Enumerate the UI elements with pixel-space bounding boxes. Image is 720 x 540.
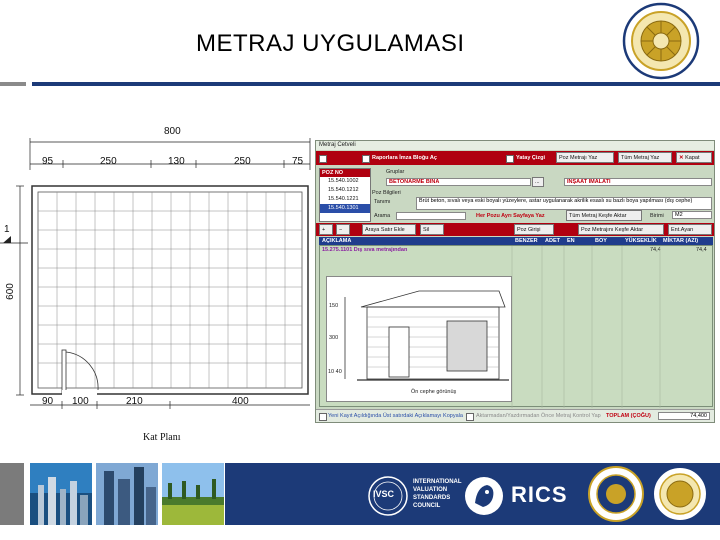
plan-caption: Kat Planı: [143, 432, 181, 443]
bottom-bar: [316, 409, 714, 422]
yatay-cizgi-checkbox[interactable]: [506, 155, 514, 163]
section-marker: 1: [4, 224, 10, 235]
ivsc-text: IVSC: [373, 489, 395, 499]
top-toolbar: [316, 151, 714, 165]
yeni-kayit-label: Yeni Kayıt Açıldığında Üst satırdaki Açıklamayı Kopyala: [328, 413, 463, 419]
footer-accent: [0, 463, 24, 525]
col-adet: ADET: [545, 238, 560, 244]
yatay-cizgi-label: Yatay Çizgi: [516, 155, 546, 161]
poz-list-item[interactable]: 15.540.1221: [328, 196, 359, 202]
poz-list-item-selected[interactable]: 15.540.1301: [320, 204, 370, 213]
dim-top-3: 130: [168, 156, 185, 167]
poz-list-item[interactable]: 15.540.1212: [328, 187, 359, 193]
toplam-value: 74,400: [658, 412, 710, 420]
poz-metraj-kesfe-aktar-button[interactable]: Poz Metrajını Keşfe Aktar: [578, 224, 664, 235]
university-seal-logo: [622, 2, 700, 80]
poz-bilgileri-label: Poz Bilgileri: [372, 190, 401, 196]
kapat-button[interactable]: [676, 152, 712, 163]
rics-lion-icon: [463, 475, 505, 517]
poz-metraj-yaz-button[interactable]: Poz Metrajı Yaz: [556, 152, 614, 163]
poz-list-header: POZ NO: [320, 169, 370, 177]
toolbar-option-checkbox[interactable]: [319, 155, 327, 163]
dim-top-5: 75: [292, 156, 304, 167]
birim-field[interactable]: M2: [672, 211, 712, 219]
poz-list-item[interactable]: 15.540.1002: [328, 178, 359, 184]
ivsc-desc-2: VALUATION: [413, 487, 448, 493]
gruplar-field[interactable]: BETONARME BİNA: [386, 178, 531, 186]
row-aciklama: 15.275.1101 Dış sıva metrajından: [322, 247, 408, 253]
university-seal-footer-icon: [651, 465, 709, 523]
elevation-dim-3: 10 40: [328, 369, 342, 375]
tanimi-label: Tanımı: [374, 199, 391, 205]
gruplar-browse-button[interactable]: ...: [532, 177, 544, 187]
tanimi-field[interactable]: Brüt beton, sıvalı veya eski boyalı yüzeylere, astar uygulanarak akrilik esaslı su bazlı boya yapılması (dış cephe): [416, 197, 712, 210]
elevation-sketch: [327, 277, 511, 401]
floor-plan: [0, 120, 315, 450]
metraj-window: [315, 140, 715, 423]
elevation-caption: Ön cephe görünüş: [411, 389, 457, 395]
aktarmadan-checkbox[interactable]: [466, 413, 474, 421]
ent-ayari-button[interactable]: Ent.Ayarı: [668, 224, 712, 235]
elevation-dim-2: 300: [329, 335, 339, 341]
col-boy: BOY: [595, 238, 607, 244]
insaat-field[interactable]: İNŞAAT İMALATI: [564, 178, 712, 186]
seal-logo-icon: [587, 465, 645, 523]
add-icon[interactable]: +: [319, 224, 333, 235]
dim-top-4: 250: [234, 156, 251, 167]
field-trees-photo: [162, 463, 224, 525]
towers-photo: [96, 463, 158, 525]
dim-total-width: 800: [164, 126, 181, 137]
tum-metraj-yaz-button[interactable]: Tüm Metraj Yaz: [618, 152, 672, 163]
aktarmadan-label: Aktarmadan/Yazdırmadan Önce Metraj Kontrol Yap: [476, 413, 601, 419]
row-yukseklik: 74,4: [650, 247, 661, 253]
dim-bottom-4: 400: [232, 396, 249, 407]
sil-button[interactable]: Sil: [420, 224, 444, 235]
dim-top-2: 250: [100, 156, 117, 167]
dim-bottom-2: 100: [72, 396, 89, 407]
metraj-grid: [319, 245, 713, 407]
toplam-label: TOPLAM (ÇOĞU): [606, 413, 651, 419]
ivsc-desc-4: COUNCIL: [413, 503, 441, 509]
grid-toolbar: [316, 223, 714, 236]
dim-bottom-1: 90: [42, 396, 54, 407]
poz-girisi-button[interactable]: Poz Girişi: [514, 224, 554, 235]
col-aciklama: AÇIKLAMA: [322, 238, 352, 244]
poz-list: [319, 168, 371, 222]
row-miktar: 74,4: [696, 247, 707, 253]
window-title: Metraj Cetveli: [316, 141, 714, 150]
arama-input[interactable]: [396, 212, 466, 220]
footer: [0, 463, 720, 540]
rapor-imza-checkbox[interactable]: [362, 155, 370, 163]
col-yukseklik: YÜKSEKLİK: [625, 238, 657, 244]
elevation-dim-1: 150: [329, 303, 339, 309]
dim-bottom-3: 210: [126, 396, 143, 407]
her-pozu-label: Her Pozu Ayrı Sayfaya Yaz: [476, 213, 545, 219]
col-benzer: BENZER: [515, 238, 538, 244]
dim-top-1: 95: [42, 156, 54, 167]
yeni-kayit-checkbox[interactable]: [319, 413, 327, 421]
rapor-imza-label: Raporlara İmza Bloğu Aç: [372, 155, 437, 161]
arama-label: Arama: [374, 213, 391, 219]
gruplar-label: Gruplar: [386, 169, 405, 175]
elevation-drawing: [326, 276, 512, 402]
ivsc-desc-1: INTERNATIONAL: [413, 479, 462, 485]
header-divider: [0, 82, 720, 87]
close-icon: ✕: [679, 155, 686, 161]
remove-icon[interactable]: −: [336, 224, 350, 235]
araya-satir-ekle-button[interactable]: Araya Satır Ekle: [362, 224, 416, 235]
col-miktar: MİKTAR (AZI): [663, 238, 699, 244]
col-en: EN: [567, 238, 575, 244]
kapat-label: Kapat: [685, 155, 700, 161]
city-skyline-photo: [30, 463, 92, 525]
ivsc-desc-3: STANDARDS: [413, 495, 451, 501]
footer-logo-band: [225, 463, 720, 525]
birim-label: Birimi: [650, 213, 664, 219]
dim-total-height: 600: [4, 283, 16, 300]
rics-text: RICS: [511, 482, 568, 507]
slide-title: METRAJ UYGULAMASI: [196, 30, 465, 57]
tum-metraj-kesfe-aktar-button[interactable]: Tüm Metraj Keşfe Aktar: [566, 210, 642, 221]
grid-header: [319, 237, 713, 245]
